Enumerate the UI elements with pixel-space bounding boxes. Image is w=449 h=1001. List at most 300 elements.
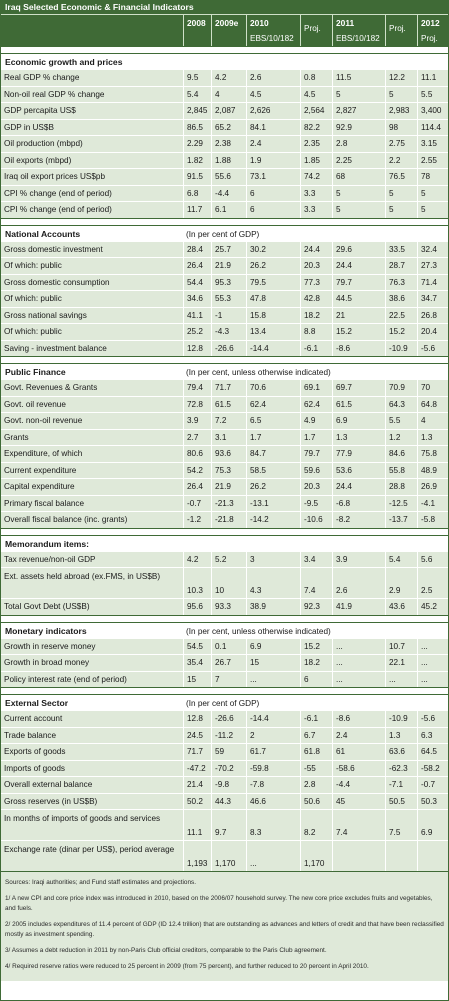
row-label: Non-oil real GDP % change [4, 89, 105, 99]
value-cell: 1.2 [385, 430, 417, 446]
row-label: CPI % change (end of period) [4, 188, 112, 198]
value-cell: 10.7 [385, 639, 417, 655]
section-spacer [1, 356, 448, 363]
value-cell: -26.6 [211, 341, 246, 357]
value-cell: -47.2 [183, 761, 211, 777]
row-label: Trade balance [4, 730, 57, 740]
value-cell: 55.6 [211, 169, 246, 185]
value-cell: 28.8 [385, 479, 417, 495]
section-spacer [1, 46, 448, 53]
row-label: Policy interest rate (end of period) [4, 674, 127, 684]
value-cell: 6 [246, 186, 300, 202]
table-row [1, 776, 448, 793]
value-cell: 1.3 [332, 430, 385, 446]
value-cell: -13.7 [385, 512, 417, 528]
value-cell: 7.4 [332, 810, 385, 840]
value-cell: 71.7 [211, 380, 246, 396]
table-row [1, 710, 448, 727]
value-cell: 65.2 [211, 120, 246, 136]
value-cell: 2.5 [417, 568, 446, 598]
section-title: Monetary indicators [5, 625, 87, 636]
value-cell: 1.7 [246, 430, 300, 446]
value-cell: 24.4 [300, 242, 332, 258]
table-row [1, 379, 448, 396]
table-row [1, 168, 448, 185]
value-cell: 6.7 [300, 728, 332, 744]
footnote-3: 3/ Assumes a debt reduction in 2011 by non-Paris Club official creditors, comparable to the Paris Club agreement. [5, 946, 327, 954]
value-cell: 20.4 [417, 324, 446, 340]
value-cell: -8.6 [332, 341, 385, 357]
row-label: Growth in reserve money [4, 641, 96, 651]
value-cell: 3.3 [300, 202, 332, 218]
value-cell: 6.3 [417, 728, 446, 744]
row-label: GDP in US$B [4, 122, 54, 132]
value-cell: 1,170 [211, 841, 246, 871]
table-row [1, 185, 448, 202]
value-cell: 98 [385, 120, 417, 136]
value-cell: 25.7 [211, 242, 246, 258]
value-cell: 75.3 [211, 463, 246, 479]
value-cell: -5.8 [417, 512, 446, 528]
value-cell: 5.4 [183, 87, 211, 103]
table-row [1, 340, 448, 357]
value-cell: 2.29 [183, 136, 211, 152]
table-row [1, 86, 448, 103]
value-cell: 5 [332, 87, 385, 103]
table-row [1, 793, 448, 810]
value-cell: 18.2 [300, 655, 332, 671]
value-cell: 9.7 [211, 810, 246, 840]
value-cell: 44.5 [332, 291, 385, 307]
value-cell: 61.5 [332, 397, 385, 413]
row-label: Gross reserves (in US$B) [4, 796, 98, 806]
value-cell: 3.15 [417, 136, 446, 152]
value-cell: 75.8 [417, 446, 446, 462]
value-cell: 5 [417, 202, 446, 218]
value-cell: 2,827 [332, 103, 385, 119]
value-cell: 2,087 [211, 103, 246, 119]
value-cell: 5.5 [385, 413, 417, 429]
table-row [1, 102, 448, 119]
value-cell: 63.6 [385, 744, 417, 760]
row-label: Expenditure, of which [4, 449, 83, 458]
value-cell: 38.9 [246, 599, 300, 615]
value-cell: 76.3 [385, 275, 417, 291]
value-cell: 4 [417, 413, 446, 429]
value-cell: 24.5 [183, 728, 211, 744]
table-row [1, 257, 448, 274]
section [1, 225, 448, 357]
value-cell: 3.9 [183, 413, 211, 429]
row-label: Govt. oil revenue [4, 399, 66, 409]
value-cell: 70.6 [246, 380, 300, 396]
row-label: Gross national savings [4, 310, 87, 320]
value-cell: -59.8 [246, 761, 300, 777]
row-label: Govt. Revenues & Grants [4, 383, 98, 392]
header-2010-proj: Proj. [300, 15, 332, 46]
table-row [1, 598, 448, 615]
value-cell: 95.6 [183, 599, 211, 615]
value-cell: 2,983 [385, 103, 417, 119]
value-cell: 2,564 [300, 103, 332, 119]
value-cell: 1,170 [300, 841, 332, 871]
value-cell: 74.2 [300, 169, 332, 185]
value-cell: 79.4 [183, 380, 211, 396]
value-cell: -55 [300, 761, 332, 777]
value-cell: 3,400 [417, 103, 446, 119]
value-cell: -0.7 [417, 777, 446, 793]
value-cell: ... [332, 639, 385, 655]
value-cell: 1.7 [300, 430, 332, 446]
value-cell: 61 [332, 744, 385, 760]
value-cell: 6.9 [417, 810, 446, 840]
value-cell: 3.4 [300, 552, 332, 568]
value-cell: 59.6 [300, 463, 332, 479]
value-cell: 59 [211, 744, 246, 760]
value-cell: 5 [417, 186, 446, 202]
value-cell: 69.7 [332, 380, 385, 396]
value-cell: 80.6 [183, 446, 211, 462]
value-cell: ... [417, 655, 446, 671]
row-label: Govt. non-oil revenue [4, 416, 83, 425]
value-cell: 41.1 [183, 308, 211, 324]
row-label: Imports of goods [4, 763, 65, 773]
value-cell: -10.6 [300, 512, 332, 528]
value-cell: 92.9 [332, 120, 385, 136]
value-cell: 6 [246, 202, 300, 218]
value-cell: 50.3 [417, 794, 446, 810]
table-row [1, 462, 448, 479]
value-cell: 35.4 [183, 655, 211, 671]
section-spacer [1, 615, 448, 622]
value-cell: 46.6 [246, 794, 300, 810]
value-cell: 15.2 [300, 639, 332, 655]
value-cell: 5 [332, 186, 385, 202]
value-cell: 55.3 [211, 291, 246, 307]
table-row [1, 69, 448, 86]
value-cell: 68 [332, 169, 385, 185]
value-cell: 2.25 [332, 153, 385, 169]
value-cell: 64.5 [417, 744, 446, 760]
value-cell: 6 [300, 672, 332, 688]
section [1, 694, 448, 871]
table-row [1, 152, 448, 169]
value-cell: 53.6 [332, 463, 385, 479]
value-cell: -14.2 [246, 512, 300, 528]
value-cell: 7.4 [300, 568, 332, 598]
value-cell: 12.8 [183, 341, 211, 357]
value-cell: 24.4 [332, 258, 385, 274]
value-cell: 3 [246, 552, 300, 568]
value-cell: 72.8 [183, 397, 211, 413]
value-cell: 15 [183, 672, 211, 688]
table-row [1, 135, 448, 152]
value-cell: 4.5 [300, 87, 332, 103]
value-cell: 30.2 [246, 242, 300, 258]
value-cell: -70.2 [211, 761, 246, 777]
value-cell: 2.8 [332, 136, 385, 152]
value-cell: 0.8 [300, 70, 332, 86]
value-cell: 50.2 [183, 794, 211, 810]
value-cell: -21.8 [211, 512, 246, 528]
value-cell [417, 841, 446, 871]
value-cell: -8.6 [332, 711, 385, 727]
section [1, 53, 448, 218]
value-cell: 33.5 [385, 242, 417, 258]
header-label-cell [1, 15, 183, 46]
row-label: Exports of goods [4, 747, 66, 756]
footnote-1: 1/ A new CPI and core price index was introduced in 2010, based on the 2006/07 household survey. The new core price excludes fruits and vegetables, and fuels. [5, 894, 433, 913]
value-cell: 22.1 [385, 655, 417, 671]
value-cell: 11.1 [183, 810, 211, 840]
table-row [1, 671, 448, 688]
row-label: Ext. assets held abroad (ex.FMS, in US$B) [4, 572, 161, 581]
table-row [1, 290, 448, 307]
row-label: Total Govt Debt (US$B) [4, 602, 90, 611]
value-cell: 1.9 [246, 153, 300, 169]
value-cell: 28.4 [183, 242, 211, 258]
value-cell: 84.6 [385, 446, 417, 462]
value-cell: 78 [417, 169, 446, 185]
header-2011-proj: Proj. [385, 15, 417, 46]
section-title: External Sector [5, 698, 69, 708]
section [1, 535, 448, 615]
value-cell: 10 [211, 568, 246, 598]
value-cell: -62.3 [385, 761, 417, 777]
value-cell: 2.35 [300, 136, 332, 152]
value-cell: 2.7 [183, 430, 211, 446]
value-cell: 45.2 [417, 599, 446, 615]
section-title: Memorandum items: [5, 538, 90, 549]
section-header [1, 364, 448, 379]
value-cell: -10.9 [385, 341, 417, 357]
value-cell: 41.9 [332, 599, 385, 615]
value-cell: 5.2 [211, 552, 246, 568]
value-cell: -26.6 [211, 711, 246, 727]
table-row [1, 840, 448, 871]
value-cell: -5.6 [417, 341, 446, 357]
value-cell: -6.8 [332, 496, 385, 512]
value-cell: -1.2 [183, 512, 211, 528]
value-cell: 62.4 [300, 397, 332, 413]
value-cell: 3.9 [332, 552, 385, 568]
table-row [1, 743, 448, 760]
value-cell: 6.5 [246, 413, 300, 429]
section-header [1, 623, 448, 638]
row-label: Primary fiscal balance [4, 498, 85, 508]
footnote-2: 2/ 2005 includes expenditures of 11.4 percent of GDP (ID 12.4 trillion) that are outstanding as advances and letters of credit and that have been reclassified mostly as investment spending. [5, 920, 444, 939]
row-label: Of which: public [4, 294, 62, 303]
value-cell [332, 841, 385, 871]
value-cell: -0.7 [183, 496, 211, 512]
value-cell: 1,193 [183, 841, 211, 871]
row-label: Oil exports (mbpd) [4, 155, 72, 165]
row-label: Overall external balance [4, 780, 93, 789]
value-cell: 4.9 [300, 413, 332, 429]
row-label: Growth in broad money [4, 658, 90, 667]
value-cell: 4.2 [183, 552, 211, 568]
section-title: National Accounts [5, 228, 81, 239]
value-cell: 114.4 [417, 120, 446, 136]
value-cell: 24.4 [332, 479, 385, 495]
value-cell: -11.2 [211, 728, 246, 744]
footnote-4: 4/ Required reserve ratios were reduced to 25 percent in 2009 (from 75 percent), and further reduced to 20 percent in April 2010. [5, 962, 369, 970]
table-row [1, 654, 448, 671]
value-cell: 55.8 [385, 463, 417, 479]
value-cell: 79.5 [246, 275, 300, 291]
value-cell: -14.4 [246, 341, 300, 357]
value-cell: -4.3 [211, 324, 246, 340]
value-cell: 21.9 [211, 479, 246, 495]
value-cell: 1.82 [183, 153, 211, 169]
value-cell: 71.7 [183, 744, 211, 760]
value-cell: 38.6 [385, 291, 417, 307]
value-cell: 43.6 [385, 599, 417, 615]
value-cell: 2.2 [385, 153, 417, 169]
value-cell: 18.2 [300, 308, 332, 324]
value-cell: ... [246, 841, 300, 871]
value-cell: 15 [246, 655, 300, 671]
section-header [1, 226, 448, 241]
header-2010: 2010 EBS/10/182 [246, 15, 300, 46]
value-cell: ... [246, 672, 300, 688]
value-cell: 6.8 [183, 186, 211, 202]
section-header [1, 695, 448, 710]
value-cell: 93.6 [211, 446, 246, 462]
value-cell: 26.4 [183, 258, 211, 274]
value-cell: 15.2 [385, 324, 417, 340]
value-cell: 4.2 [211, 70, 246, 86]
value-cell: 48.9 [417, 463, 446, 479]
value-cell: 44.3 [211, 794, 246, 810]
value-cell: 5.6 [417, 552, 446, 568]
value-cell: 6.9 [332, 413, 385, 429]
column-header-row [1, 14, 448, 46]
value-cell: 50.6 [300, 794, 332, 810]
row-label: Current expenditure [4, 465, 77, 475]
section-spacer [1, 687, 448, 694]
value-cell: 47.8 [246, 291, 300, 307]
value-cell: -4.1 [417, 496, 446, 512]
value-cell: 25.2 [183, 324, 211, 340]
value-cell: 79.7 [332, 275, 385, 291]
value-cell: -5.6 [417, 711, 446, 727]
row-label: GDP percapita US$ [4, 106, 76, 115]
value-cell: -4.4 [332, 777, 385, 793]
value-cell: 2.38 [211, 136, 246, 152]
value-cell: 11.5 [332, 70, 385, 86]
table-row [1, 241, 448, 258]
table-title: Iraq Selected Economic & Financial Indicators [1, 1, 448, 14]
value-cell: 7 [211, 672, 246, 688]
value-cell: 6.1 [211, 202, 246, 218]
value-cell: 77.3 [300, 275, 332, 291]
value-cell [385, 841, 417, 871]
section [1, 622, 448, 688]
value-cell: 3.1 [211, 430, 246, 446]
value-cell: 61.5 [211, 397, 246, 413]
row-label: Of which: public [4, 327, 62, 336]
value-cell: 2,626 [246, 103, 300, 119]
value-cell: -58.2 [417, 761, 446, 777]
row-label: Of which: public [4, 261, 62, 270]
value-cell: 2.6 [246, 70, 300, 86]
row-label: Capital expenditure [4, 482, 75, 491]
value-cell: 2.55 [417, 153, 446, 169]
row-label: Iraq oil export prices US$pb [4, 172, 106, 181]
table-row [1, 396, 448, 413]
value-cell: 54.5 [183, 639, 211, 655]
value-cell: 13.4 [246, 324, 300, 340]
value-cell: 4.3 [246, 568, 300, 598]
section-spacer [1, 218, 448, 225]
row-label: Grants [4, 432, 29, 442]
value-cell: -1 [211, 308, 246, 324]
value-cell: -6.1 [300, 341, 332, 357]
row-label: Gross domestic investment [4, 244, 103, 254]
value-cell: 2.4 [332, 728, 385, 744]
value-cell: -8.2 [332, 512, 385, 528]
table-row [1, 201, 448, 218]
footnote-sources: Sources: Iraqi authorities; and Fund staff estimates and projections. [5, 879, 196, 886]
row-label: In months of imports of goods and services [4, 814, 161, 823]
value-cell: 5 [385, 186, 417, 202]
section-title: Economic growth and prices [5, 57, 123, 67]
value-cell: -14.4 [246, 711, 300, 727]
value-cell: 26.2 [246, 258, 300, 274]
value-cell: 26.8 [417, 308, 446, 324]
value-cell: 9.5 [183, 70, 211, 86]
value-cell: 61.7 [246, 744, 300, 760]
value-cell: 4 [211, 87, 246, 103]
value-cell: 5.4 [385, 552, 417, 568]
value-cell: ... [332, 655, 385, 671]
value-cell: 1.85 [300, 153, 332, 169]
value-cell: 15.2 [332, 324, 385, 340]
value-cell: 42.8 [300, 291, 332, 307]
value-cell: ... [385, 672, 417, 688]
value-cell: 8.2 [300, 810, 332, 840]
value-cell: 2.8 [300, 777, 332, 793]
table-row [1, 478, 448, 495]
value-cell: 26.4 [183, 479, 211, 495]
table-row [1, 727, 448, 744]
value-cell: 32.4 [417, 242, 446, 258]
value-cell: 69.1 [300, 380, 332, 396]
value-cell: 26.2 [246, 479, 300, 495]
section-spacer [1, 528, 448, 535]
value-cell: 4.5 [246, 87, 300, 103]
value-cell: 70.9 [385, 380, 417, 396]
value-cell: -21.3 [211, 496, 246, 512]
value-cell: 7.2 [211, 413, 246, 429]
section-header [1, 54, 448, 69]
footnotes [1, 871, 448, 981]
value-cell: -13.1 [246, 496, 300, 512]
table-row [1, 511, 448, 528]
value-cell: 91.5 [183, 169, 211, 185]
table-row [1, 412, 448, 429]
value-cell: 1.3 [385, 728, 417, 744]
value-cell: 95.3 [211, 275, 246, 291]
value-cell: 12.2 [385, 70, 417, 86]
value-cell: 0.1 [211, 639, 246, 655]
row-label: Saving - investment balance [4, 343, 107, 353]
value-cell: 92.3 [300, 599, 332, 615]
value-cell: 71.4 [417, 275, 446, 291]
value-cell: 15.8 [246, 308, 300, 324]
header-2012: 2012 Proj. [417, 15, 446, 46]
